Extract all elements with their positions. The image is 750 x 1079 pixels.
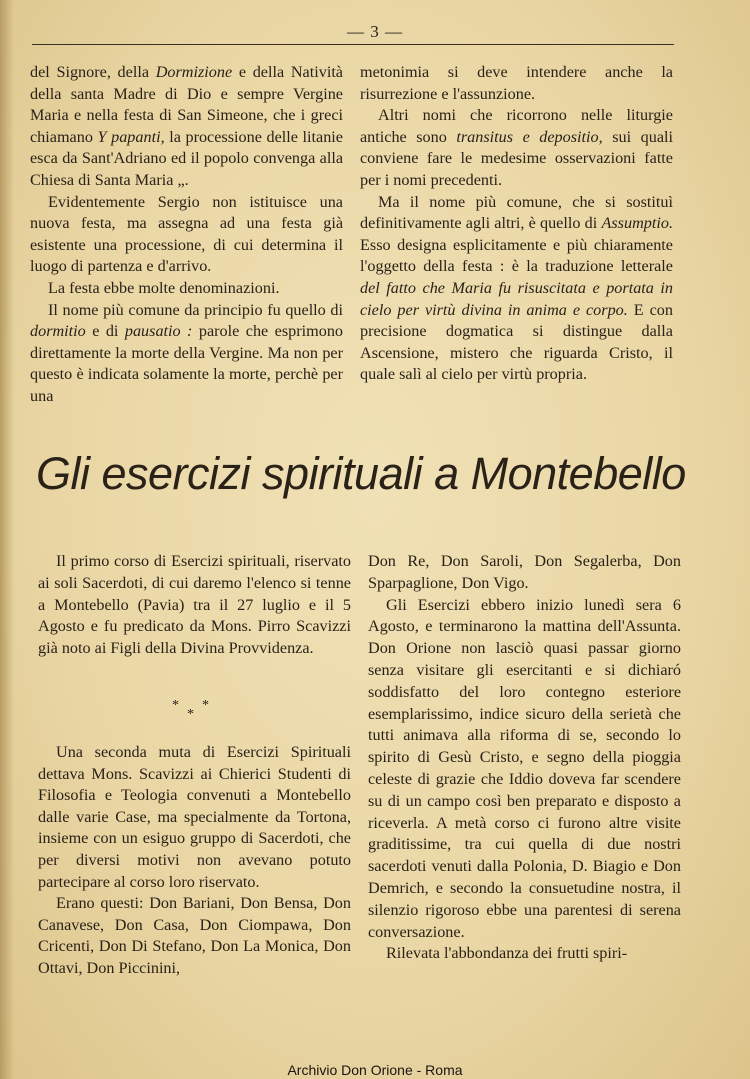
binding-shadow xyxy=(0,0,14,1079)
article-paragraph: Una seconda muta di Esercizi Spirituali dettava Mons. Scavizzi ai Chierici Studenti di Filosofia e Teologia convenuti a Montebello dalle varie Case, ma specialmente da Tortona, insieme con un esiguo gruppo di Sacerdoti, che per diversi motivi non avevano potuto partecipare al corso loro riservato. xyxy=(38,743,351,891)
archive-footer: Archivio Don Orione - Roma xyxy=(287,1062,463,1078)
top-article-paragraph: del Signore, della Dormizione e della Natività della santa Madre di Dio e sempre Vergine Maria e nella festa di San Simeone, che i greci chiamano Y papanti, la processione delle litanie esca da Sant'Adriano ed il popolo convenga alla Chiesa di Santa Maria „. xyxy=(30,63,343,189)
top-article-paragraph: La festa ebbe molte denominazioni. xyxy=(48,278,280,297)
section-separator xyxy=(168,698,208,726)
top-article-paragraph: metonimia si deve intendere anche la risurrezione e l'assunzione. xyxy=(360,63,673,103)
article-paragraph: Rilevata l'abbondanza dei frutti spiri- xyxy=(386,944,628,963)
article-title: Gli esercizi spirituali a Montebello xyxy=(36,448,686,499)
top-article-column-1 xyxy=(30,62,343,408)
article-paragraph: Don Re, Don Saroli, Don Segalerba, Don Sparpaglione, Don Vigo. xyxy=(368,552,681,592)
article-column-1-bottom xyxy=(38,742,351,980)
separator-star: * xyxy=(187,707,194,722)
article-column-2 xyxy=(368,551,681,965)
article-paragraph: Erano questi: Don Bariani, Don Bensa, Don Canavese, Don Casa, Don Ciompawa, Don Cricenti, Don Di Stefano, Don La Monica, Don Ottavi, Don Piccinini, xyxy=(38,894,351,977)
top-article-column-2 xyxy=(360,62,673,386)
top-rule xyxy=(32,44,674,45)
top-article-paragraph: Il nome più comune da principio fu quello di dormitio e di pausatio : parole che esprimono direttamente la morte della Vergine. Ma non per questo è indicata solamente la morte, perchè per una xyxy=(30,300,344,405)
article-paragraph: Gli Esercizi ebbero inizio lunedì sera 6 Agosto, e terminarono la mattina dell'Assunta. Don Orione non lasciò quasi passar giorno senza visitare gli esercitanti e si dichiaró soddisfatto del loro contegno esteriore esemplarissimo, indice sicuro della serietà che tutti animava alla riforma di se, secondo lo spirito di Gesù Cristo, e segno della pioggia celeste di grazie che Iddio doveva far scendere su di un campo così ben preparato e disposto a riceverla. A metà corso ci furono altre visite graditissime, tra cui quella di due nostri sacerdoti venuti dalla Polonia, D. Biagio e Don Demrich, e secondo la consuetudine nostra, il silenzio rigoroso ebbe una parentesi di serena conversazione. xyxy=(368,595,681,941)
top-article-paragraph: Evidentemente Sergio non istituisce una nuova festa, ma assegna ad una festa già esistente una processione, di cui determina il luogo di partenza e d'arrivo. xyxy=(30,192,343,276)
page-number: — 3 — xyxy=(347,22,403,41)
separator-star: * xyxy=(202,698,209,713)
separator-star: * xyxy=(172,698,179,713)
article-paragraph: Il primo corso di Esercizi spirituali, riservato ai soli Sacerdoti, di cui daremo l'elenco si tenne a Montebello (Pavia) tra il 27 luglio e il 5 Agosto e fu predicato da Mons. Pirro Scavizzi già noto ai Figli della Divina Provvidenza. xyxy=(38,552,351,658)
article-column-1-top xyxy=(38,551,351,660)
top-article-paragraph: Ma il nome più comune, che si sostituì definitivamente agli altri, è quello di Assumptio. Esso designa esplicitamente e più chiaramente l'oggetto della festa : è la traduzione letterale del fatto che Maria fu risuscitata e portata in cielo per virtù divina in anima e corpo. E con precisione dogmatica si distingue dalla Ascensione, mistero che riguarda Cristo, il quale salì al cielo per virtù propria. xyxy=(360,192,673,384)
top-article-paragraph: Altri nomi che ricorrono nelle liturgie antiche sono transitus e depositio, sui quali conviene fare le medesime osservazioni fatte per i nomi precedenti. xyxy=(360,106,673,189)
